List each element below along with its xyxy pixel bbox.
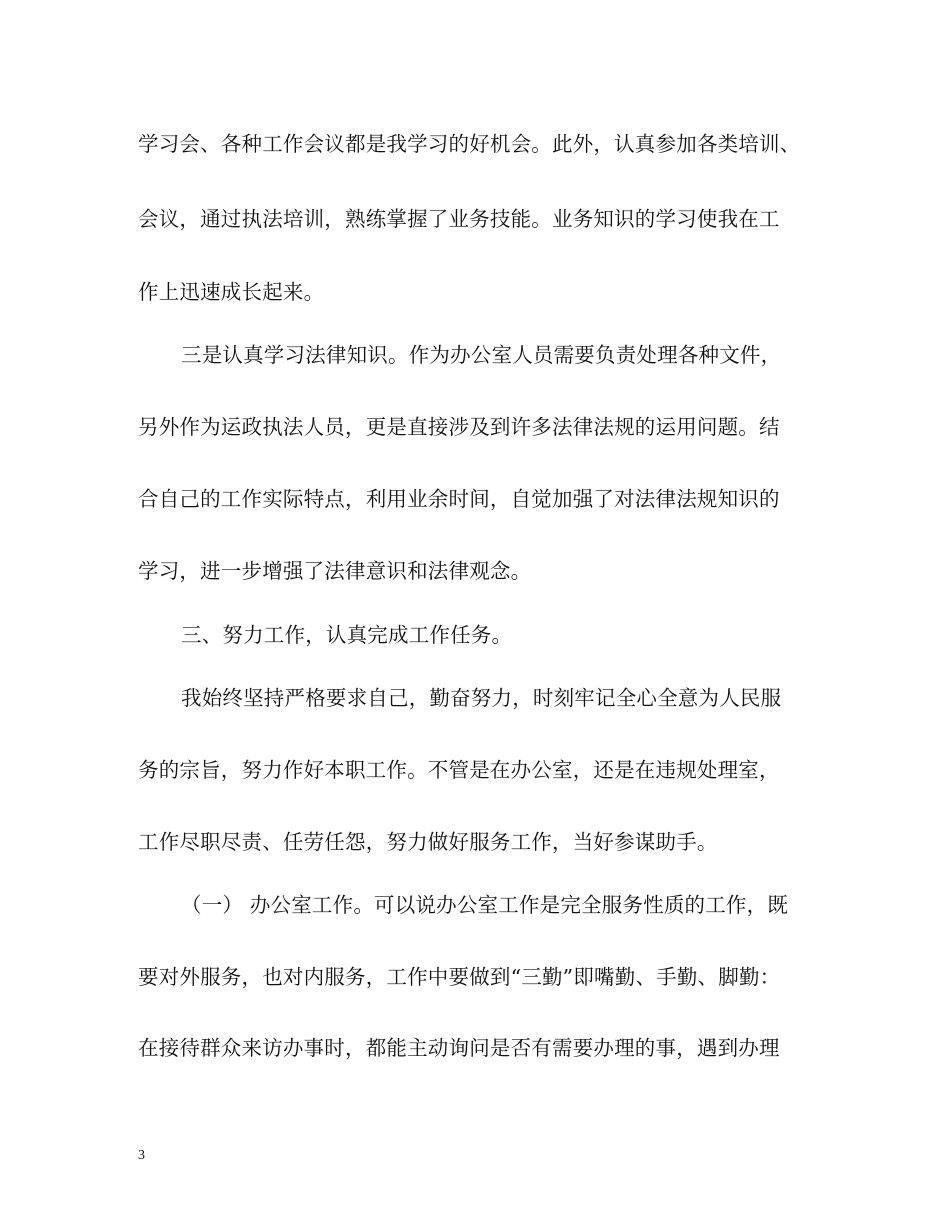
section-heading: 三、努力工作，认真完成工作任务。 — [181, 623, 513, 647]
text-line: （一） 办公室工作。可以说办公室工作是完全服务性质的工作，既 — [181, 893, 789, 917]
text-line: 务的宗旨，努力作好本职工作。不管是在办公室，还是在违规处理室， — [138, 758, 780, 782]
text-line: 会议，通过执法培训，熟练掌握了业务技能。业务知识的学习使我在工 — [138, 207, 780, 231]
text-line: 学习，进一步增强了法律意识和法律观念。 — [138, 559, 532, 583]
page-number: 3 — [138, 1148, 145, 1163]
text-line: 三是认真学习法律知识。作为办公室人员需要负责处理各种文件， — [181, 343, 782, 367]
text-line: 作上迅速成长起来。 — [138, 280, 325, 304]
text-line: 工作尽职尽责、任劳任怨，努力做好服务工作，当好参谋助手。 — [138, 830, 718, 854]
text-line: 学习会、各种工作会议都是我学习的好机会。此外，认真参加各类培训、 — [138, 132, 801, 156]
text-line: 在接待群众来访办事时，都能主动询问是否有需要办理的事，遇到办理 — [138, 1036, 780, 1060]
text-line: 合自己的工作实际特点，利用业余时间，自觉加强了对法律法规知识的 — [138, 487, 780, 511]
text-line: 要对外服务，也对内服务，工作中要做到“三勤”即嘴勤、手勤、脚勤： — [138, 965, 781, 989]
text-line: 我始终坚持严格要求自己，勤奋努力，时刻牢记全心全意为人民服 — [181, 686, 782, 710]
text-line: 另外作为运政执法人员，更是直接涉及到许多法律法规的运用问题。结 — [138, 415, 780, 439]
